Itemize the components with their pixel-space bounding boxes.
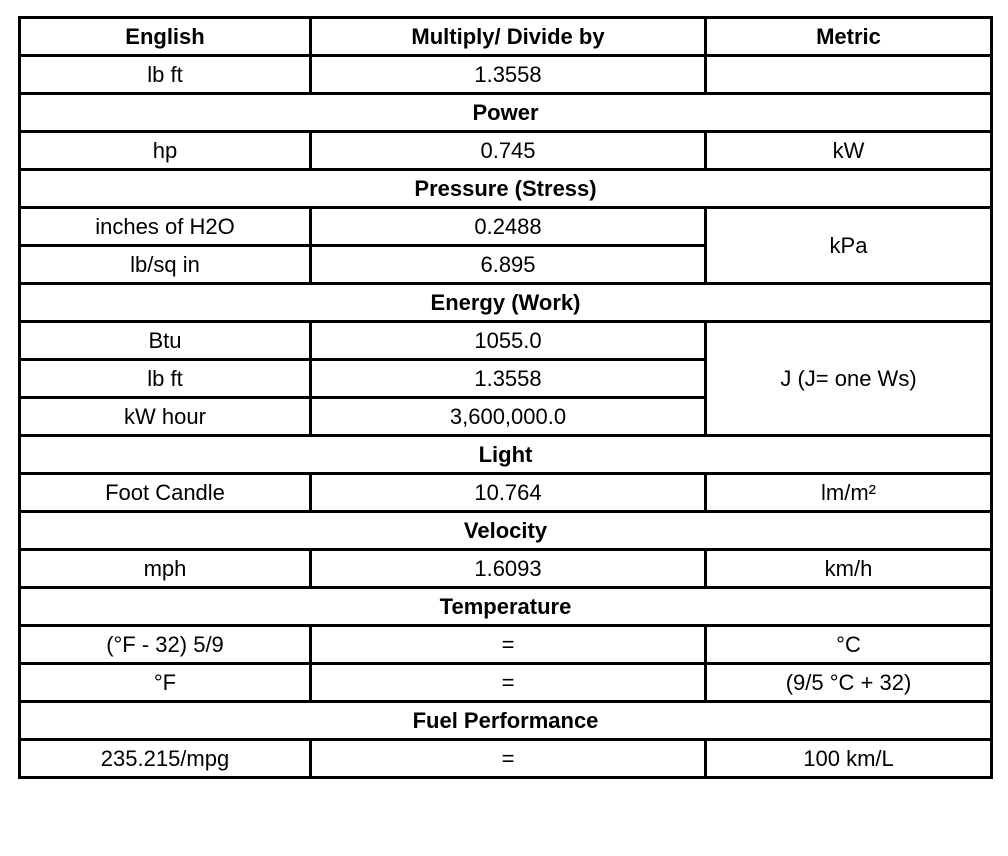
english-cell: lb ft [20,56,311,94]
english-cell: hp [20,132,311,170]
factor-cell: 1055.0 [311,322,706,360]
english-cell: kW hour [20,398,311,436]
english-cell: Btu [20,322,311,360]
english-cell: lb/sq in [20,246,311,284]
english-cell: inches of H2O [20,208,311,246]
metric-cell: 100 km/L [706,740,992,778]
metric-cell [706,56,992,94]
section-row-temperature [20,588,992,626]
metric-cell: J (J= one Ws) [706,322,992,436]
section-row-fuel [20,702,992,740]
section-row-energy [20,284,992,322]
factor-cell: 0.2488 [311,208,706,246]
factor-cell: = [311,664,706,702]
table-row [20,208,992,246]
factor-cell: 1.3558 [311,360,706,398]
table-row [20,664,992,702]
table-row [20,132,992,170]
table-row [20,740,992,778]
header-metric: Metric [706,18,992,56]
table-row [20,550,992,588]
section-row-power [20,94,992,132]
table-row [20,322,992,360]
factor-cell: 3,600,000.0 [311,398,706,436]
section-row-velocity [20,512,992,550]
section-title-velocity: Velocity [20,512,992,550]
english-cell: (°F - 32) 5/9 [20,626,311,664]
factor-cell: 1.3558 [311,56,706,94]
section-title-power: Power [20,94,992,132]
metric-cell: km/h [706,550,992,588]
factor-cell: = [311,626,706,664]
conversion-table [18,16,993,779]
section-row-light [20,436,992,474]
english-cell: mph [20,550,311,588]
metric-cell: lm/m² [706,474,992,512]
factor-cell: 0.745 [311,132,706,170]
section-title-light: Light [20,436,992,474]
section-title-temperature: Temperature [20,588,992,626]
english-cell: 235.215/mpg [20,740,311,778]
metric-cell: °C [706,626,992,664]
english-cell: Foot Candle [20,474,311,512]
metric-cell: (9/5 °C + 32) [706,664,992,702]
header-factor: Multiply/ Divide by [311,18,706,56]
header-row [20,18,992,56]
factor-cell: 10.764 [311,474,706,512]
factor-cell: 1.6093 [311,550,706,588]
english-cell: °F [20,664,311,702]
section-row-pressure [20,170,992,208]
english-cell: lb ft [20,360,311,398]
section-title-energy: Energy (Work) [20,284,992,322]
metric-cell: kPa [706,208,992,284]
table-row [20,56,992,94]
header-english: English [20,18,311,56]
table-row [20,474,992,512]
metric-cell: kW [706,132,992,170]
factor-cell: 6.895 [311,246,706,284]
section-title-pressure: Pressure (Stress) [20,170,992,208]
section-title-fuel: Fuel Performance [20,702,992,740]
factor-cell: = [311,740,706,778]
table-row [20,626,992,664]
